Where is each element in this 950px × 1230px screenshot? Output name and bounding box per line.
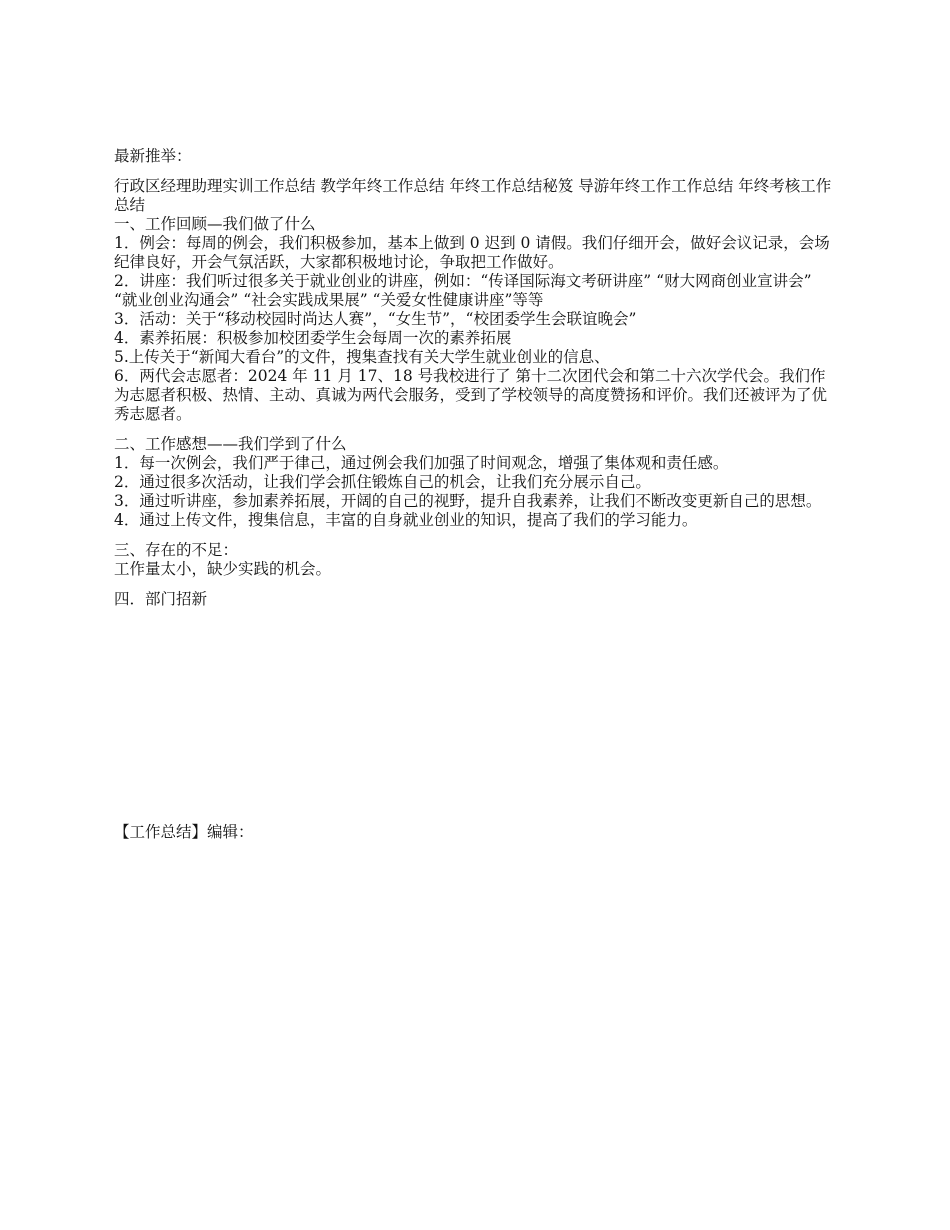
editor-credit: 【工作总结】编辑： <box>114 823 254 841</box>
spacer <box>114 579 836 590</box>
section-4-title: 四．部门招新 <box>114 590 208 608</box>
section-2-item-3: 3．通过听讲座，参加素养拓展，开阔的自己的视野，提升自我素养，让我们不断改变更新自己的思想。 <box>114 492 822 510</box>
section-1-item-1: 1．例会：每周的例会，我们积极参加，基本上做到 0 迟到 0 请假。我们仔细开会，做好会议记录，会场纪律良好，开会气氛活跃，大家都积极地讨论，争取把工作做好。 <box>114 234 830 271</box>
section-2-item-2: 2．通过很多次活动，让我们学会抓住锻炼自己的机会，让我们充分展示自己。 <box>114 473 651 491</box>
section-3-body: 工作量太小，缺少实践的机会。 <box>114 560 332 578</box>
section-3-title: 三、存在的不足： <box>114 541 239 559</box>
document-body <box>114 147 836 609</box>
recommend-heading: 最新推举： <box>114 147 192 165</box>
spacer <box>114 530 836 541</box>
recommend-links[interactable]: 行政区经理助理实训工作总结 教学年终工作总结 年终工作总结秘笈 导游年终工作工作总结 年终考核工作总结 <box>114 177 832 214</box>
section-2-item-4: 4．通过上传文件，搜集信息，丰富的自身就业创业的知识，提高了我们的学习能力。 <box>114 511 698 529</box>
spacer <box>114 424 836 435</box>
section-1-item-6: 6．两代会志愿者：2024 年 11 月 17、18 号我校进行了 第十二次团代会和第二十六次学代会。我们作为志愿者积极、热情、主动、真诚为两代会服务，受到了学校领导的高度赞扬和评价。我们还被评为了优秀志愿者。 <box>114 367 828 423</box>
section-1-item-2: 2．讲座：我们听过很多关于就业创业的讲座，例如：“传译国际海文考研讲座” “财大网商创业宣讲会” “就业创业沟通会” “社会实践成果展” “关爱女性健康讲座”等等 <box>114 272 812 309</box>
section-1-title: 一、工作回顾—我们做了什么 <box>114 215 316 233</box>
section-1-item-4: 4．素养拓展：积极参加校团委学生会每周一次的素养拓展 <box>114 329 512 347</box>
spacer <box>114 166 836 177</box>
section-2-title: 二、工作感想——我们学到了什么 <box>114 435 347 453</box>
section-1-item-5: 5.上传关于“新闻大看台”的文件，搜集查找有关大学生就业创业的信息、 <box>114 348 610 366</box>
section-1-item-3: 3．活动：关于“移动校园时尚达人赛”，“女生节”，“校团委学生会联谊晚会” <box>114 310 637 328</box>
section-2-item-1: 1．每一次例会，我们严于律己，通过例会我们加强了时间观念，增强了集体观和责任感。 <box>114 454 729 472</box>
